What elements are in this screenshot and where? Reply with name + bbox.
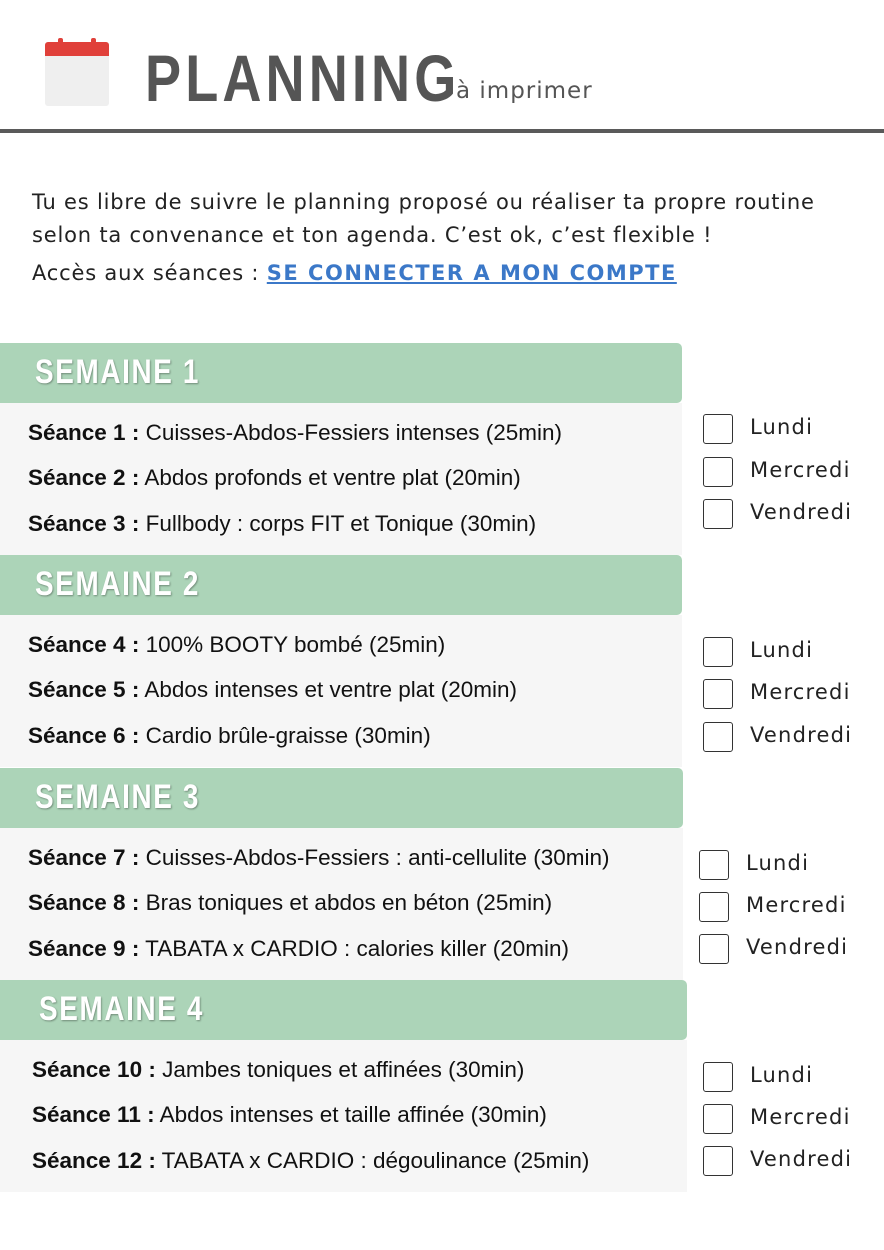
day-label: Vendredi	[750, 1147, 853, 1171]
session-text: Jambes toniques et affinées (30min)	[155, 1057, 525, 1082]
intro-text: Tu es libre de suivre le planning proposé ou réaliser ta propre routine selon ta convenance et ton agenda. C’est ok, c’est flexible !	[32, 190, 815, 247]
week-title: SEMAINE 2	[35, 565, 201, 603]
week-header	[0, 980, 687, 1040]
session-text: 100% BOOTY bombé (25min)	[139, 632, 446, 657]
session-text: Fullbody : corps FIT et Tonique (30min)	[139, 511, 537, 536]
session-text: TABATA x CARDIO : calories killer (20min)	[139, 936, 570, 961]
day-label: Vendredi	[750, 723, 853, 747]
checkbox[interactable]	[703, 637, 733, 667]
checkbox[interactable]	[699, 850, 729, 880]
week-header	[0, 343, 682, 403]
session-item	[28, 845, 609, 871]
session-label: Séance 8 :	[28, 890, 140, 915]
session-label: Séance 4 :	[28, 632, 140, 657]
session-item	[28, 465, 521, 491]
week-header	[0, 555, 682, 615]
day-label: Mercredi	[750, 1105, 851, 1129]
week-header	[0, 768, 683, 828]
session-label: Séance 1 :	[28, 420, 140, 445]
session-item	[28, 420, 562, 446]
day-label: Lundi	[746, 851, 810, 875]
session-label: Séance 10 :	[32, 1057, 156, 1082]
checkbox[interactable]	[703, 679, 733, 709]
session-item	[28, 632, 445, 658]
session-label: Séance 7 :	[28, 845, 140, 870]
access-label: Accès aux séances :	[32, 261, 267, 285]
checkbox[interactable]	[703, 414, 733, 444]
checkbox[interactable]	[703, 1146, 733, 1176]
checkbox[interactable]	[703, 1104, 733, 1134]
checkbox[interactable]	[703, 722, 733, 752]
session-text: Bras toniques et abdos en béton (25min)	[139, 890, 553, 915]
header-divider	[0, 129, 884, 133]
checkbox[interactable]	[703, 499, 733, 529]
session-item	[28, 890, 552, 916]
checkbox[interactable]	[699, 934, 729, 964]
session-item	[32, 1102, 547, 1128]
session-label: Séance 3 :	[28, 511, 140, 536]
checkbox[interactable]	[703, 1062, 733, 1092]
session-text: Abdos profonds et ventre plat (20min)	[139, 465, 521, 490]
session-text: TABATA x CARDIO : dégoulinance (25min)	[155, 1148, 590, 1173]
day-label: Mercredi	[746, 893, 847, 917]
day-label: Lundi	[750, 638, 814, 662]
session-label: Séance 11 :	[32, 1102, 155, 1127]
checkbox[interactable]	[703, 457, 733, 487]
day-label: Mercredi	[750, 680, 851, 704]
session-item	[32, 1148, 589, 1174]
session-text: Cuisses-Abdos-Fessiers intenses (25min)	[139, 420, 562, 445]
day-label: Mercredi	[750, 458, 851, 482]
session-text: Abdos intenses et taille affinée (30min)	[154, 1102, 547, 1127]
session-text: Abdos intenses et ventre plat (20min)	[139, 677, 518, 702]
session-label: Séance 6 :	[28, 723, 140, 748]
session-item	[28, 723, 431, 749]
week-title: SEMAINE 4	[39, 990, 205, 1028]
week-title: SEMAINE 1	[35, 353, 201, 391]
day-label: Vendredi	[746, 935, 849, 959]
session-item	[32, 1057, 524, 1083]
access-line	[32, 261, 677, 285]
day-label: Lundi	[750, 415, 814, 439]
page-subtitle: à imprimer	[456, 78, 593, 104]
page-header	[0, 0, 884, 133]
calendar-icon	[45, 38, 109, 106]
day-label: Vendredi	[750, 500, 853, 524]
week-title: SEMAINE 3	[35, 778, 201, 816]
checkbox[interactable]	[699, 892, 729, 922]
session-item	[28, 511, 536, 537]
session-label: Séance 5 :	[28, 677, 140, 702]
day-label: Lundi	[750, 1063, 814, 1087]
session-label: Séance 2 :	[28, 465, 140, 490]
session-label: Séance 12 :	[32, 1148, 156, 1173]
login-link[interactable]: SE CONNECTER A MON COMPTE	[266, 261, 677, 285]
page-title: PLANNING	[145, 41, 461, 115]
session-item	[28, 677, 517, 703]
session-item	[28, 936, 569, 962]
session-label: Séance 9 :	[28, 936, 140, 961]
session-text: Cardio brûle-graisse (30min)	[139, 723, 431, 748]
session-text: Cuisses-Abdos-Fessiers : anti-cellulite (30min)	[139, 845, 610, 870]
